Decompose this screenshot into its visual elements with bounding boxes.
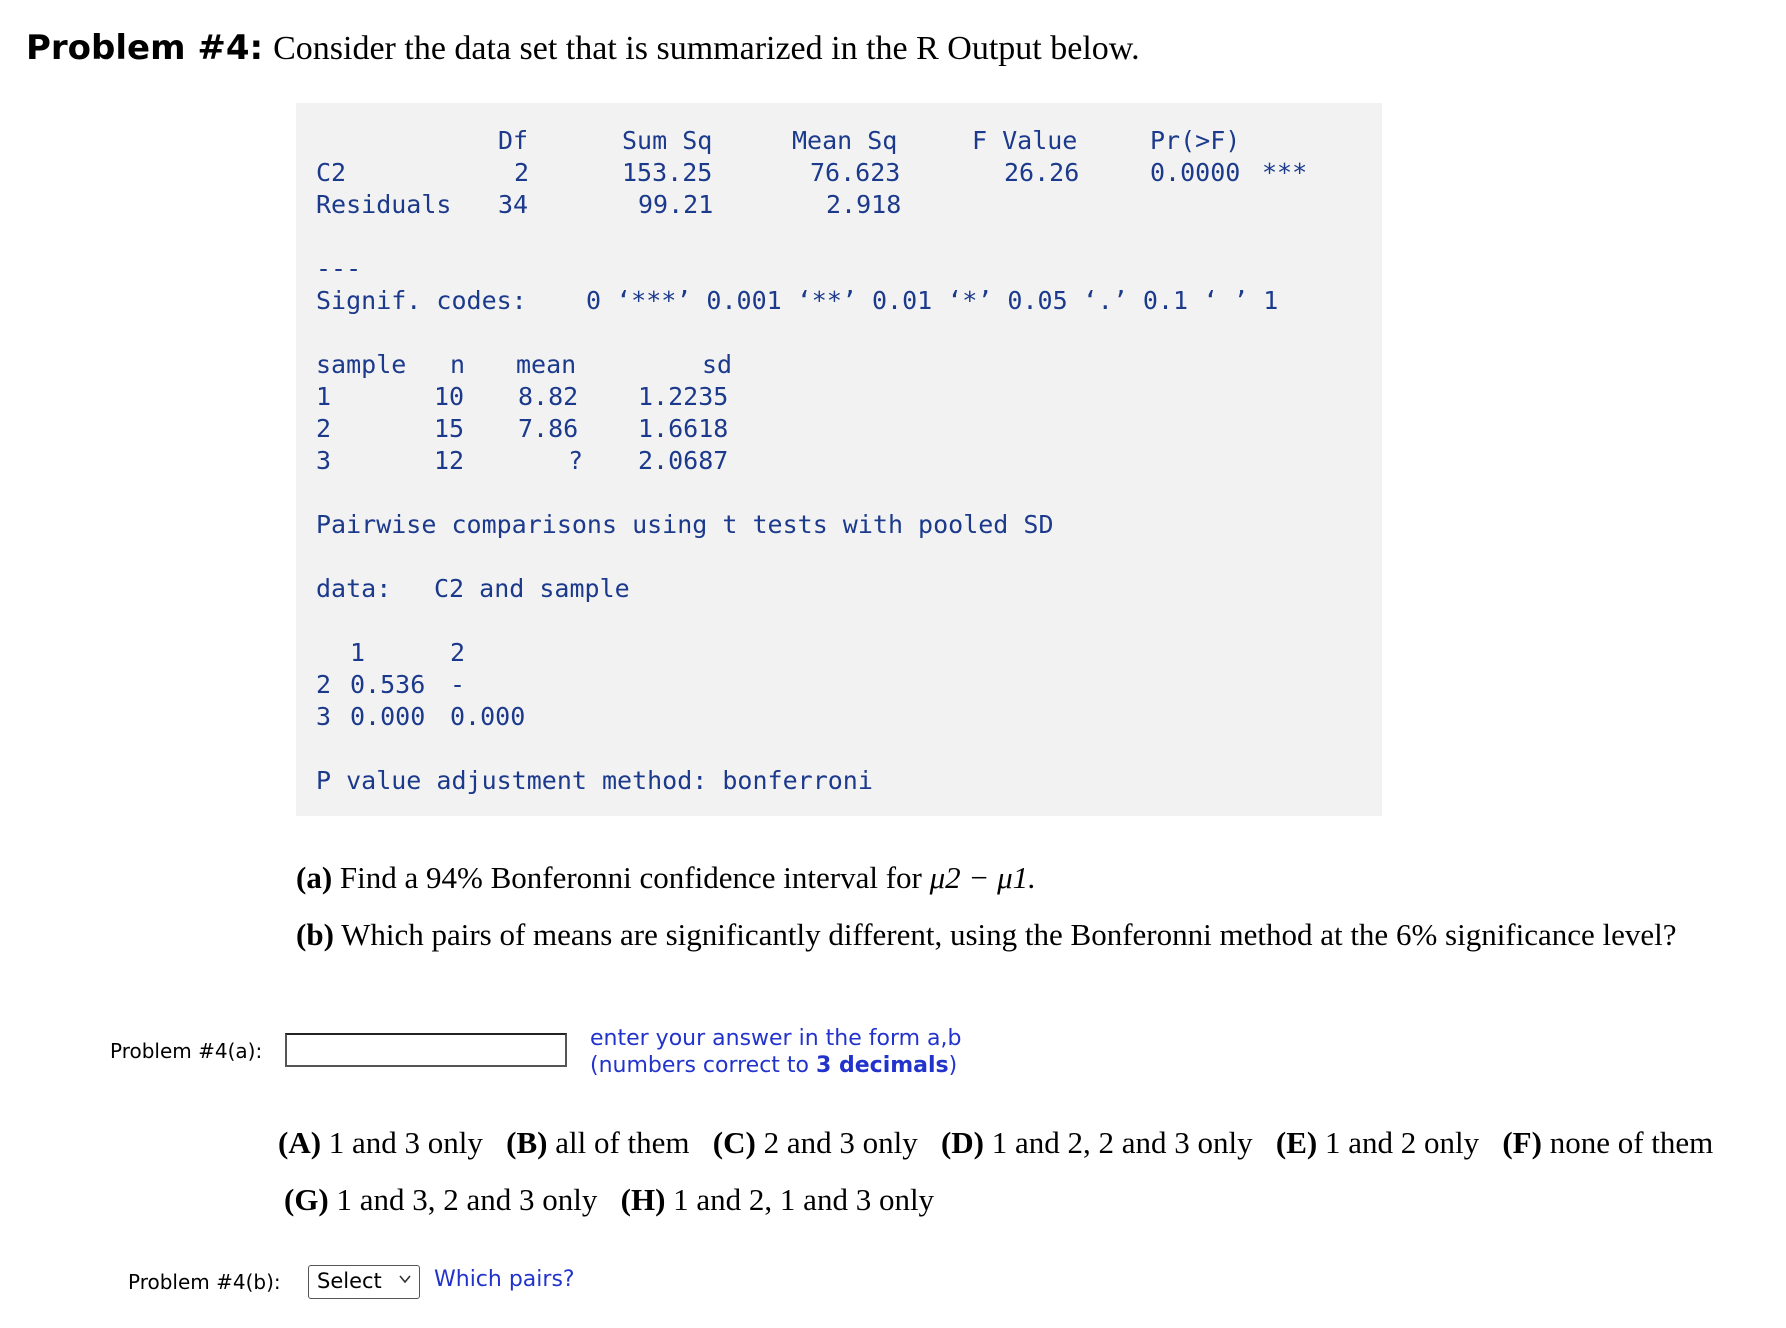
pairwise-row-label: 2 <box>316 670 332 699</box>
choice-text: 1 and 2, 2 and 3 only <box>991 1125 1253 1160</box>
pairwise-cell: - <box>450 670 466 699</box>
summary-cell-sample: 2 <box>316 414 332 443</box>
choice-text: 1 and 3 only <box>328 1125 483 1160</box>
hint-post: ) <box>948 1053 958 1078</box>
pairwise-cell: 0.536 <box>350 670 426 699</box>
summary-cell-sd: 1.2235 <box>638 382 729 411</box>
anova-row-df: 34 <box>498 190 529 219</box>
summary-cell-mean: 8.82 <box>518 382 579 411</box>
problem-statement: Consider the data set that is summarized in the R Output below. <box>273 30 1140 67</box>
summary-cell-sample: 3 <box>316 446 332 475</box>
choice-text: 2 and 3 only <box>763 1125 918 1160</box>
anova-row-sumsq: 99.21 <box>638 190 714 219</box>
anova-row-meansq: 76.623 <box>810 158 901 187</box>
anova-row-df: 2 <box>514 158 530 187</box>
choice-key: (D) <box>940 1125 985 1160</box>
choice-key: (G) <box>284 1182 329 1217</box>
signif-codes: 0 ‘***’ 0.001 ‘**’ 0.01 ‘*’ 0.05 ‘.’ 0.1 ‘ ’ 1 <box>586 286 1279 315</box>
pairwise-row-label: 3 <box>316 702 332 731</box>
pairwise-data-value: C2 and sample <box>434 574 630 603</box>
choice-key: (H) <box>620 1182 666 1217</box>
choice-key: (F) <box>1502 1125 1542 1160</box>
anova-row-meansq: 2.918 <box>826 190 902 219</box>
dashes: --- <box>316 254 362 283</box>
summary-header-n: n <box>450 350 466 379</box>
question-a <box>296 860 1036 896</box>
summary-cell-sample: 1 <box>316 382 332 411</box>
question-a-text: Find a 94% Bonferonni confidence interval for <box>339 860 922 895</box>
summary-cell-n: 10 <box>434 382 465 411</box>
pairwise-cell: 0.000 <box>350 702 426 731</box>
problem-number: Problem #4: <box>26 28 264 68</box>
answer-a-input[interactable] <box>285 1033 567 1067</box>
anova-row-fvalue: 26.26 <box>1004 158 1080 187</box>
problem-title <box>26 28 1140 68</box>
answer-a-hint <box>590 1025 961 1079</box>
choice-key: (E) <box>1275 1125 1318 1160</box>
anova-row-name: C2 <box>316 158 347 187</box>
choice-text: all of them <box>555 1125 690 1160</box>
anova-header-df: Df <box>498 126 529 155</box>
summary-cell-n: 15 <box>434 414 465 443</box>
question-b-text: Which pairs of means are significantly different, using the Bonferonni method at the 6% significance level? <box>341 917 1677 952</box>
anova-row-pvalue: 0.0000 <box>1150 158 1241 187</box>
hint-line-1: enter your answer in the form a,b <box>590 1026 962 1051</box>
pairwise-col-header: 1 <box>350 638 366 667</box>
choice-key: (C) <box>712 1125 756 1160</box>
anova-row-stars: *** <box>1262 158 1308 187</box>
anova-header-fvalue: F Value <box>972 126 1078 155</box>
summary-header-mean: mean <box>516 350 577 379</box>
signif-label: Signif. codes: <box>316 286 527 315</box>
question-a-label: (a) <box>296 860 333 895</box>
pairwise-col-header: 2 <box>450 638 466 667</box>
summary-cell-n: 12 <box>434 446 465 475</box>
question-b <box>296 917 1677 953</box>
choice-text: 1 and 2 only <box>1324 1125 1480 1160</box>
summary-header-sd: sd <box>702 350 733 379</box>
pairwise-title: Pairwise comparisons using t tests with pooled SD <box>316 510 1054 539</box>
summary-cell-mean: 7.86 <box>518 414 579 443</box>
summary-cell-mean: ? <box>568 446 584 475</box>
answer-a-label: Problem #4(a): <box>110 1039 263 1063</box>
summary-cell-sd: 2.0687 <box>638 446 729 475</box>
pairwise-adjustment: P value adjustment method: bonferroni <box>316 766 873 795</box>
choice-text: 1 and 3, 2 and 3 only <box>336 1182 598 1217</box>
hint-pre: (numbers correct to <box>590 1053 817 1078</box>
hint-bold: 3 decimals <box>816 1053 949 1078</box>
select-value: Select <box>317 1269 382 1293</box>
choices-line-1 <box>278 1125 1713 1161</box>
anova-row-name: Residuals <box>316 190 452 219</box>
which-pairs-link[interactable]: Which pairs? <box>434 1267 575 1292</box>
question-b-label: (b) <box>296 917 334 952</box>
summary-header-sample: sample <box>316 350 407 379</box>
choice-text: none of them <box>1549 1125 1714 1160</box>
anova-header-meansq: Mean Sq <box>792 126 898 155</box>
choice-key: (B) <box>506 1125 548 1160</box>
choices-line-2 <box>284 1182 934 1218</box>
hint-line-2 <box>590 1052 961 1079</box>
anova-row-sumsq: 153.25 <box>622 158 713 187</box>
answer-b-select[interactable] <box>308 1265 420 1299</box>
pairwise-data-label: data: <box>316 574 392 603</box>
summary-cell-sd: 1.6618 <box>638 414 729 443</box>
chevron-down-icon <box>397 1271 413 1287</box>
anova-header-pvalue: Pr(>F) <box>1150 126 1241 155</box>
question-a-math: μ2 − μ1. <box>929 860 1036 895</box>
answer-b-label: Problem #4(b): <box>128 1270 281 1294</box>
pairwise-cell: 0.000 <box>450 702 526 731</box>
r-output-panel <box>296 103 1382 816</box>
anova-header-sumsq: Sum Sq <box>622 126 713 155</box>
choice-key: (A) <box>278 1125 322 1160</box>
choice-text: 1 and 2, 1 and 3 only <box>673 1182 935 1217</box>
